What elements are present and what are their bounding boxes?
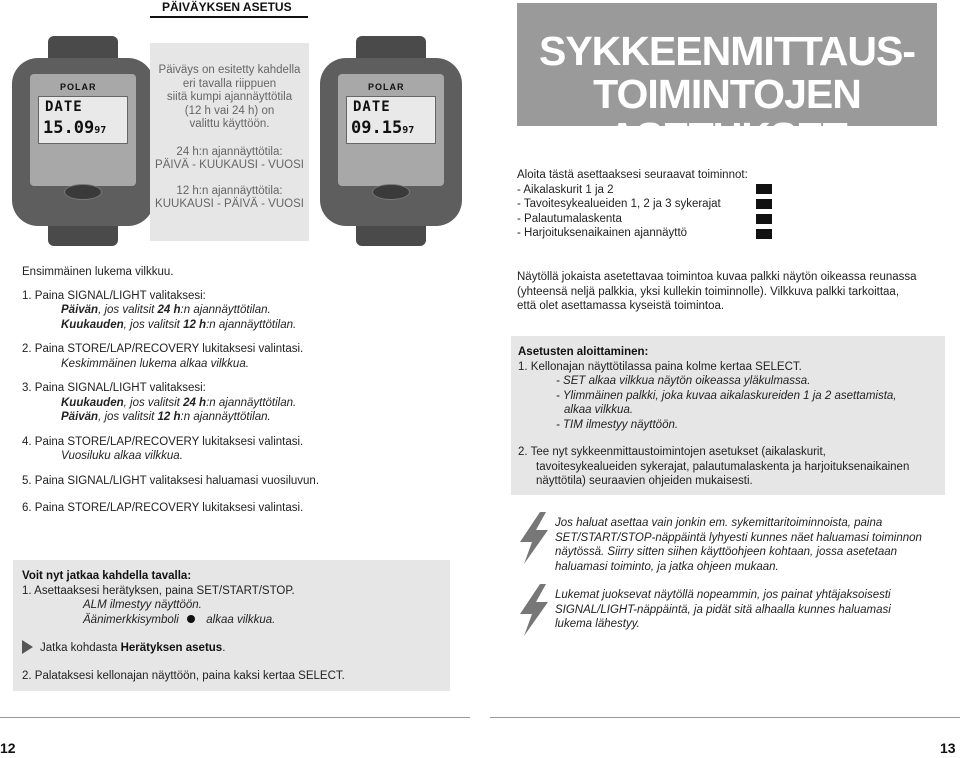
start-step-2: tavoitesykealueiden sykerajat, palautumalaskenta ja harjoituksenaikainen: [536, 460, 910, 473]
footer-rule-left: [0, 717, 470, 718]
watch-display: DATE 09.1597: [346, 96, 436, 144]
start-settings-box: [511, 336, 945, 495]
watch-image-2: [320, 36, 462, 246]
indicator-bar-4: [756, 229, 772, 239]
indicator-bar-3: [756, 214, 772, 224]
start-step-1-note: - SET alkaa vilkkua näytön oikeassa yläkulmassa.: [556, 375, 811, 387]
step-5: 5. Paina SIGNAL/LIGHT valitaksesi haluamasi vuosiluvun.: [22, 474, 320, 487]
lightning-icon: [516, 584, 552, 636]
brand-logo: POLAR: [60, 82, 97, 92]
start-step-2: 2. Tee nyt sykkeenmittaustoimintojen asetukset (aikalaskurit,: [518, 446, 826, 458]
indicator-bar-1: [756, 184, 772, 194]
step-3: 3. Paina SIGNAL/LIGHT valitaksesi:: [22, 382, 206, 394]
continue-title: Voit nyt jatkaa kahdella tavalla:: [22, 570, 192, 582]
start-step-2: näyttötila) seuraavien ohjeiden mukaisesti.: [536, 475, 753, 487]
step-1: 1. Paina SIGNAL/LIGHT valitaksesi:: [22, 289, 206, 302]
arrow-right-icon: [22, 640, 33, 654]
step-3-option-b: Päivän, jos valitsit 12 h:n ajannäyttötilan.: [61, 411, 271, 423]
option-1: 1. Asettaaksesi herätyksen, paina SET/START/STOP.: [22, 584, 295, 597]
start-step-1-note: - Ylimmäinen palkki, joka kuvaa aikalaskureiden 1 ja 2 asettamista,: [556, 389, 897, 402]
watch-button: [372, 184, 410, 200]
section-title: PÄIVÄYKSEN ASETUS: [162, 0, 292, 14]
start-step-1-note: - TIM ilmestyy näyttöön.: [556, 418, 679, 431]
indicator-bar-2: [756, 199, 772, 209]
watch-button: [64, 184, 102, 200]
start-step-1: 1. Kellonajan näyttötilassa paina kolme kertaa SELECT.: [518, 360, 802, 373]
function-intro: Aloita tästä asettaaksesi seuraavat toiminnot: - Aikalaskurit 1 ja 2 - Tavoitesykealueiden 1, 2 ja 3 sykerajat - Palautumalaskenta - Harjoituksenaikainen ajannäyttö: [517, 168, 787, 241]
option-1-note-1: ALM ilmestyy näyttöön.: [83, 599, 202, 611]
page-number-right: 13: [940, 740, 956, 756]
step-4: 4. Paina STORE/LAP/RECOVERY lukitaksesi valintasi.: [22, 435, 304, 448]
function-item: - Palautumalaskenta: [517, 212, 622, 225]
step-1-option-b: Kuukauden, jos valitsit 12 h:n ajannäyttötilan.: [61, 318, 297, 331]
brand-logo: POLAR: [368, 82, 405, 92]
function-item: - Harjoituksenaikainen ajannäyttö: [517, 227, 688, 239]
step-4-note: Vuosiluku alkaa vilkkua.: [61, 450, 183, 462]
step-3-option-a: Kuukauden, jos valitsit 24 h:n ajannäyttötilan.: [61, 396, 297, 409]
footer-rule-right: [490, 717, 960, 718]
tip-fast-scroll: Lukemat juoksevat näytöllä nopeammin, jos painat yhtäjaksoisesti SIGNAL/LIGHT-näppäintä, ja pidät sitä alhaalla kunnes haluamasi lukema lähestyy.: [555, 589, 891, 630]
info-paragraph-1: Päiväys on esitetty kahdella eri tavalla riippuen siitä kumpi ajannäyttötila (12 h vai 24 h) on valittu käyttöön.: [158, 64, 301, 130]
step-6: 6. Paina STORE/LAP/RECOVERY lukitaksesi valintasi.: [22, 502, 304, 514]
chapter-title: SYKKEENMITTAUS- TOIMINTOJEN ASETUKSET: [517, 3, 937, 126]
start-settings-title: Asetusten aloittaminen:: [518, 346, 649, 358]
page-number-left: 12: [0, 740, 16, 756]
start-step-1-note: alkaa vilkkua.: [564, 404, 634, 416]
date-format-info: [150, 43, 309, 241]
step-2-note: Keskimmäinen lukema alkaa vilkkua.: [61, 357, 249, 370]
continue-pointer: Jatka kohdasta Herätyksen asetus.: [22, 640, 441, 656]
title-divider: [150, 16, 308, 18]
function-item: - Tavoitesykealueiden 1, 2 ja 3 sykerajat: [517, 198, 721, 210]
function-item: - Aikalaskurit 1 ja 2: [517, 183, 614, 196]
info-paragraph-3: 12 h:n ajannäyttötila: KUUKAUSI - PÄIVÄ - VUOSI: [155, 184, 304, 210]
info-paragraph-2: 24 h:n ajannäyttötila: PÄIVÄ - KUUKAUSI - VUOSI: [155, 145, 304, 171]
lightning-icon: [516, 512, 552, 564]
beep-symbol-icon: [187, 615, 195, 623]
intro-text: Ensimmäinen lukema vilkkuu.: [22, 266, 174, 278]
bar-description: Näytöllä jokaista asetettavaa toimintoa kuvaa palkki näytön oikeassa reunassa (yhteensä neljä palkkia, yksi kullekin toiminnolle). Vilkkuva palkki tarkoittaa, että olet asettamassa kyseistä toimintoa.: [517, 271, 917, 312]
step-1-option-a: Päivän, jos valitsit 24 h:n ajannäyttötilan.: [61, 304, 271, 316]
step-2: 2. Paina STORE/LAP/RECOVERY lukitaksesi valintasi.: [22, 343, 304, 355]
option-2: 2. Palataksesi kellonajan näyttöön, paina kaksi kertaa SELECT.: [22, 669, 345, 682]
tip-partial-settings: Jos haluat asettaa vain jonkin em. sykemittaritoiminnoista, paina SET/START/STOP-näppäintä lyhyesti kunnes näet haluamasi toiminnon näytössä. Siirry sitten siihen käyttöohjeen kohtaan, jossa asetetaan haluamasi toiminto, ja jatka ohjeen mukaan.: [555, 517, 922, 573]
watch-display: DATE 15.0997: [38, 96, 128, 144]
continue-options-box: [13, 560, 450, 691]
watch-image-1: [12, 36, 154, 246]
option-1-note-2: Äänimerkkisymboli alkaa vilkkua.: [83, 613, 276, 626]
date-setting-steps: [22, 265, 462, 516]
